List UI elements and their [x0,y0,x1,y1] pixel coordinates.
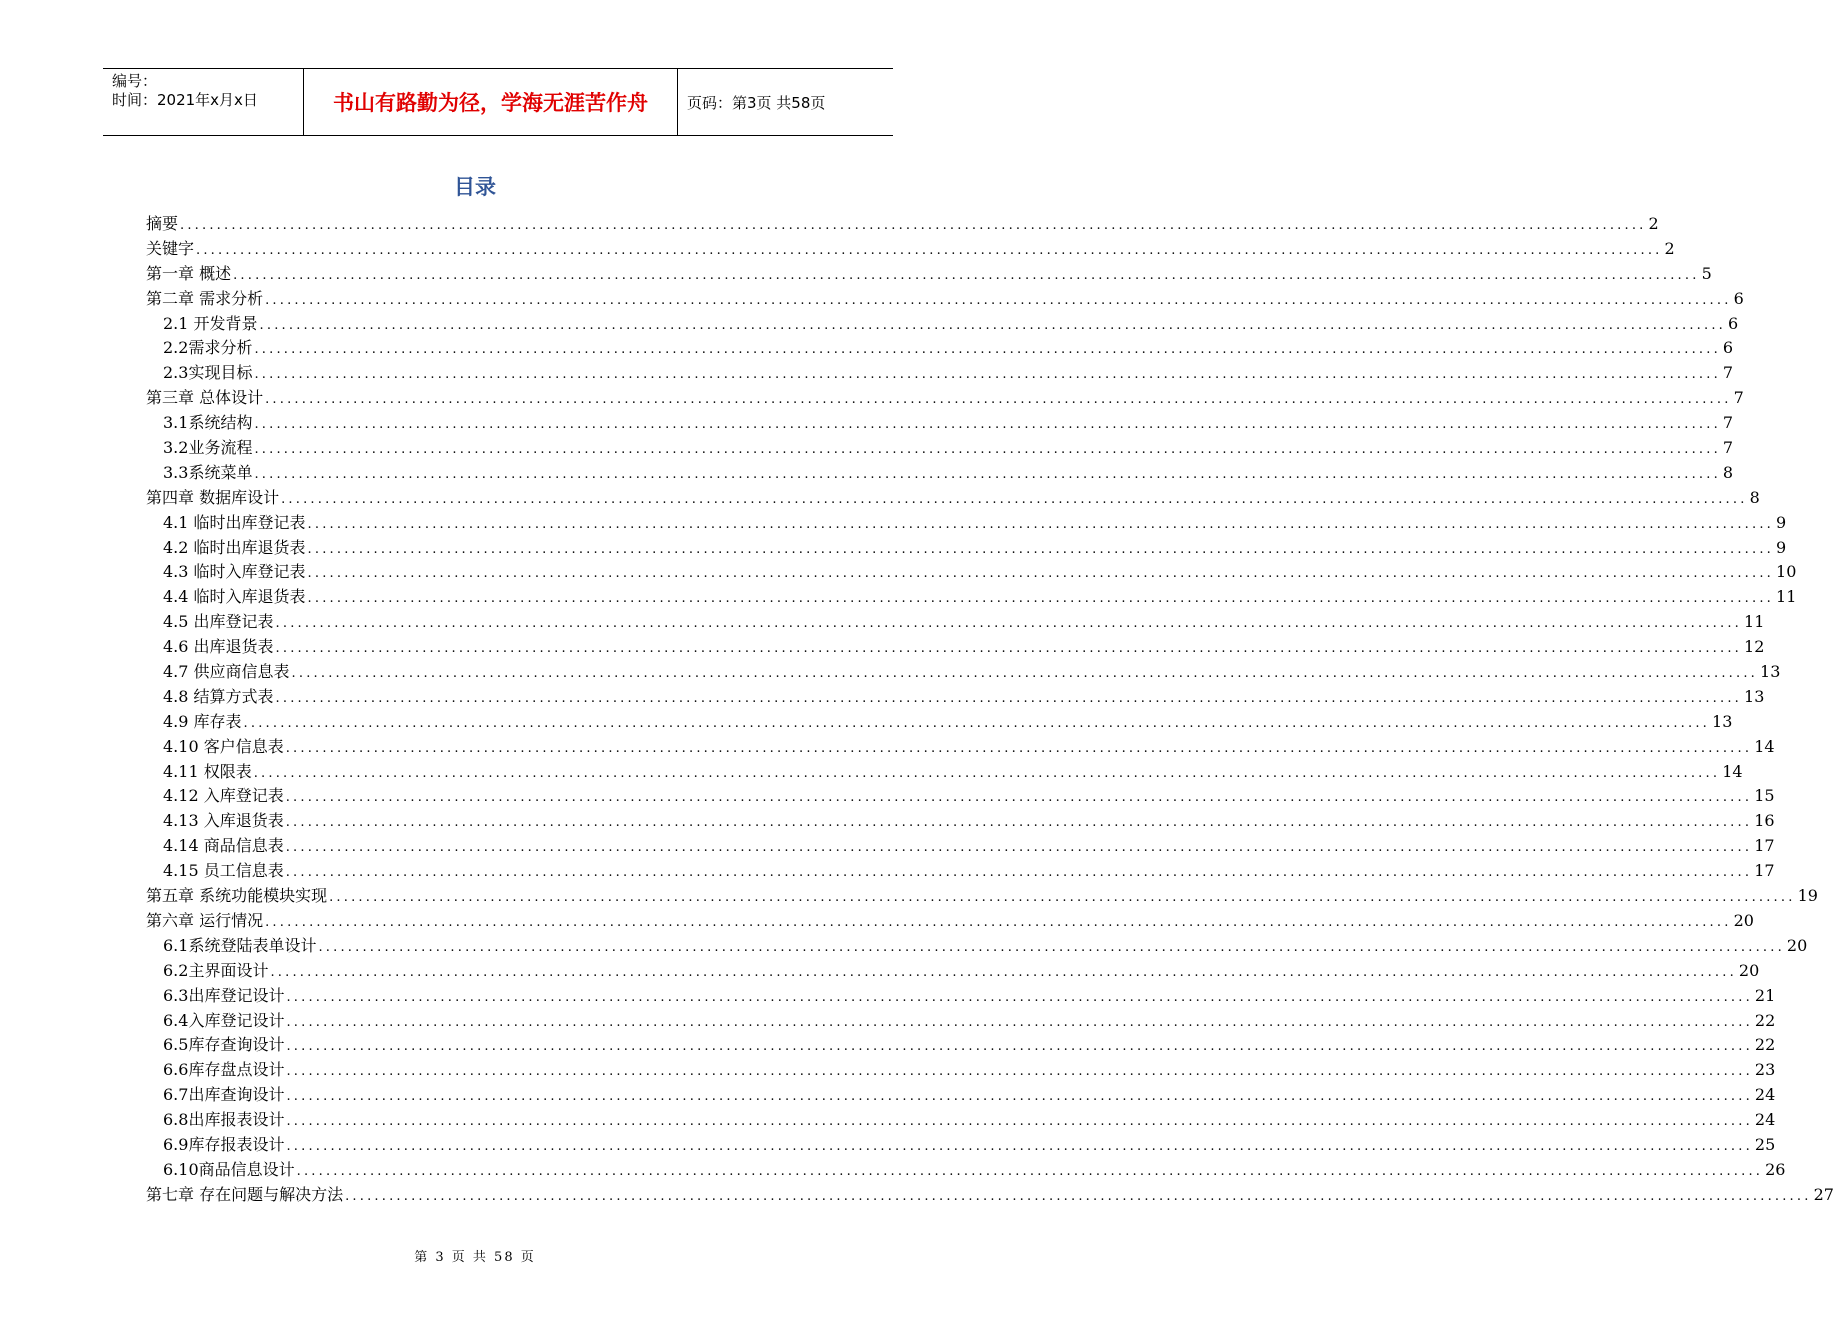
toc-entry[interactable] [146,560,1797,585]
toc-entry[interactable] [146,1009,1776,1034]
toc-entry-page: 13 [1712,711,1733,731]
toc-entry-text: 4.14 商品信息表 [163,836,284,856]
toc-entry-text: 6.10商品信息设计 [163,1159,295,1179]
table-of-contents [146,212,1834,1208]
toc-entry[interactable] [146,336,1734,361]
toc-entry-page: 14 [1754,736,1775,756]
toc-entry-page: 8 [1722,462,1734,482]
toc-entry-text: 第三章 总体设计 [146,388,264,408]
toc-leader-dots: ........................................................................................................................................................................................................ [286,1064,1753,1080]
toc-entry[interactable] [146,1133,1776,1158]
toc-entry[interactable] [146,511,1787,536]
toc-entry-page: 17 [1754,861,1775,881]
toc-entry-text: 4.1 临时出库登记表 [163,512,306,532]
toc-leader-dots: ........................................................................................................................................................................................................ [285,740,1753,756]
toc-entry[interactable] [146,1158,1786,1183]
toc-entry-page: 22 [1754,1035,1776,1055]
toc-leader-dots: ........................................................................................................................................................................................................ [307,591,1775,607]
toc-entry-text: 4.5 出库登记表 [163,612,274,632]
toc-entry[interactable] [146,536,1787,561]
header-page-info: 页码：第3页 共58页 [687,93,826,112]
toc-entry-text: 4.11 权限表 [163,761,252,781]
number-label: 编号： [112,72,158,90]
toc-entry[interactable] [146,262,1712,287]
toc-entry-page: 16 [1754,811,1775,831]
toc-entry[interactable] [146,212,1659,237]
toc-entry-page: 7 [1722,438,1734,458]
toc-entry[interactable] [146,884,1818,909]
toc-entry-page: 8 [1749,487,1760,507]
toc-entry-text: 6.4入库登记设计 [163,1010,285,1030]
toc-entry[interactable] [146,610,1765,635]
toc-entry-text: 6.8出库报表设计 [163,1110,285,1130]
toc-leader-dots: ........................................................................................................................................................................................................ [253,765,1721,781]
toc-entry-page: 13 [1744,686,1765,706]
toc-entry-page: 7 [1733,388,1744,408]
toc-entry[interactable] [146,660,1781,685]
toc-entry-page: 21 [1754,985,1776,1005]
toc-leader-dots: ........................................................................................................................................................................................................ [286,1114,1753,1130]
toc-entry[interactable] [146,784,1775,809]
toc-entry-text: 6.9库存报表设计 [163,1134,285,1154]
toc-entry[interactable] [146,1033,1776,1058]
toc-entry[interactable] [146,859,1775,884]
toc-leader-dots: ........................................................................................................................................................................................................ [318,939,1785,955]
toc-entry-text: 6.6库存盘点设计 [163,1060,285,1080]
toc-leader-dots: ........................................................................................................................................................................................................ [296,1163,1764,1179]
toc-entry[interactable] [146,1058,1776,1083]
toc-leader-dots: ........................................................................................................................................................................................................ [270,964,1737,980]
toc-entry-page: 27 [1813,1184,1834,1204]
toc-entry[interactable] [146,959,1760,984]
toc-entry-text: 4.4 临时入库退货表 [163,587,306,607]
time-label: 时间：2021年x月x日 [112,91,258,109]
toc-entry[interactable] [146,984,1776,1009]
toc-leader-dots: ........................................................................................................................................................................................................ [243,715,1711,731]
toc-entry[interactable] [146,361,1734,386]
toc-entry-text: 4.6 出库退货表 [163,637,274,657]
toc-entry-page: 24 [1754,1110,1776,1130]
toc-entry-text: 4.9 库存表 [163,711,242,731]
toc-leader-dots: ........................................................................................................................................................................................................ [285,840,1753,856]
toc-leader-dots: ........................................................................................................................................................................................................ [265,292,1732,308]
toc-leader-dots: ........................................................................................................................................................................................................ [286,989,1753,1005]
toc-entry-page: 17 [1754,836,1775,856]
toc-entry-text: 4.15 员工信息表 [163,861,284,881]
toc-leader-dots: ........................................................................................................................................................................................................ [259,317,1727,333]
toc-leader-dots: ........................................................................................................................................................................................................ [286,1089,1753,1105]
toc-entry-text: 第一章 概述 [146,263,232,283]
toc-leader-dots: ........................................................................................................................................................................................................ [291,666,1759,682]
toc-entry-page: 10 [1776,562,1797,582]
toc-entry[interactable] [146,436,1734,461]
toc-leader-dots: ........................................................................................................................................................................................................ [281,491,1748,507]
toc-entry-text: 第二章 需求分析 [146,288,264,308]
toc-entry[interactable] [146,760,1743,785]
toc-leader-dots: ........................................................................................................................................................................................................ [265,914,1732,930]
toc-leader-dots: ........................................................................................................................................................................................................ [345,1188,1812,1204]
toc-entry-page: 20 [1733,910,1754,930]
toc-leader-dots: ........................................................................................................................................................................................................ [286,1138,1753,1154]
toc-entry-page: 15 [1754,786,1775,806]
toc-entry-text: 6.3出库登记设计 [163,985,285,1005]
toc-entry-page: 23 [1754,1060,1776,1080]
toc-entry-page: 12 [1744,637,1765,657]
toc-entry-text: 4.10 客户信息表 [163,736,284,756]
toc-leader-dots: ........................................................................................................................................................................................................ [254,442,1721,458]
toc-entry-text: 6.1系统登陆表单设计 [163,935,317,955]
toc-entry[interactable] [146,1183,1834,1208]
toc-entry-text: 4.13 入库退货表 [163,811,284,831]
toc-entry-page: 19 [1797,886,1818,906]
header-info [103,69,304,135]
toc-entry[interactable] [146,237,1675,262]
toc-entry-text: 第七章 存在问题与解决方法 [146,1184,344,1204]
toc-entry-page: 9 [1776,537,1787,557]
toc-entry-text: 3.3系统菜单 [163,462,253,482]
toc-entry[interactable] [146,312,1739,337]
toc-entry[interactable] [146,635,1765,660]
toc-entry-page: 9 [1776,512,1787,532]
toc-entry-text: 第六章 运行情况 [146,910,264,930]
toc-entry-text: 6.5库存查询设计 [163,1035,285,1055]
toc-entry[interactable] [146,486,1760,511]
toc-entry[interactable] [146,934,1808,959]
toc-entry-text: 6.7出库查询设计 [163,1085,285,1105]
toc-leader-dots: ........................................................................................................................................................................................................ [307,516,1775,532]
toc-leader-dots: ........................................................................................................................................................................................................ [196,242,1663,258]
toc-leader-dots: ........................................................................................................................................................................................................ [233,267,1700,283]
toc-entry-text: 摘要 [146,214,179,233]
toc-entry-page: 6 [1733,288,1744,308]
toc-entry-page: 20 [1738,960,1760,980]
toc-entry-page: 5 [1701,263,1712,283]
toc-leader-dots: ........................................................................................................................................................................................................ [285,815,1753,831]
toc-leader-dots: ........................................................................................................................................................................................................ [275,690,1743,706]
toc-entry-text: 4.3 临时入库登记表 [163,562,306,582]
toc-entry-page: 14 [1722,761,1743,781]
toc-entry[interactable] [146,809,1775,834]
toc-entry[interactable] [146,1108,1776,1133]
toc-entry-text: 4.12 入库登记表 [163,786,284,806]
toc-leader-dots: ........................................................................................................................................................................................................ [329,890,1796,906]
toc-entry-page: 13 [1760,662,1781,682]
toc-leader-dots: ........................................................................................................................................................................................................ [285,865,1753,881]
toc-leader-dots: ........................................................................................................................................................................................................ [254,417,1721,433]
toc-entry[interactable] [146,1083,1776,1108]
toc-entry-page: 24 [1754,1085,1776,1105]
toc-entry[interactable] [146,834,1775,859]
toc-entry-text: 2.1 开发背景 [163,313,258,333]
toc-leader-dots: ........................................................................................................................................................................................................ [286,1039,1753,1055]
toc-entry[interactable] [146,411,1734,436]
toc-entry[interactable] [146,386,1744,411]
toc-entry-page: 7 [1722,363,1734,383]
toc-entry-text: 关键字 [146,238,195,258]
toc-leader-dots: ........................................................................................................................................................................................................ [285,790,1753,806]
toc-entry-page: 26 [1765,1159,1786,1179]
toc-entry-page: 7 [1722,413,1734,433]
toc-leader-dots: ........................................................................................................................................................................................................ [254,367,1721,383]
toc-entry-text: 第四章 数据库设计 [146,487,280,507]
toc-entry[interactable] [146,461,1734,486]
toc-entry-page: 6 [1728,313,1739,333]
toc-entry[interactable] [146,685,1765,710]
toc-entry-page: 2 [1664,238,1675,258]
toc-entry[interactable] [146,710,1733,735]
toc-entry-page: 2 [1648,214,1659,233]
page-footer: 第 3 页 共 58 页 [414,1250,536,1265]
toc-entry-text: 第五章 系统功能模块实现 [146,886,328,906]
toc-leader-dots: ........................................................................................................................................................................................................ [254,466,1721,482]
toc-entry-page: 22 [1754,1010,1776,1030]
toc-leader-dots: ........................................................................................................................................................................................................ [275,641,1743,657]
toc-entry[interactable] [146,735,1775,760]
toc-entry-text: 4.7 供应商信息表 [163,662,290,682]
toc-entry-page: 11 [1744,612,1765,632]
toc-entry[interactable] [146,909,1754,934]
toc-leader-dots: ........................................................................................................................................................................................................ [254,342,1721,358]
toc-entry-page: 6 [1722,338,1734,358]
toc-entry-text: 6.2主界面设计 [163,960,269,980]
toc-leader-dots: ........................................................................................................................................................................................................ [265,392,1732,408]
toc-entry-text: 3.2业务流程 [163,438,253,458]
toc-entry-text: 4.8 结算方式表 [163,686,274,706]
toc-leader-dots: ........................................................................................................................................................................................................ [286,1014,1753,1030]
toc-leader-dots: ........................................................................................................................................................................................................ [275,616,1743,632]
toc-entry-text: 4.2 临时出库退货表 [163,537,306,557]
toc-leader-dots: ........................................................................................................................................................................................................ [180,218,1647,233]
page-header [103,68,893,136]
toc-entry-page: 11 [1776,587,1797,607]
toc-entry[interactable] [146,585,1797,610]
toc-entry-text: 3.1系统结构 [163,413,253,433]
toc-leader-dots: ........................................................................................................................................................................................................ [307,541,1775,557]
toc-leader-dots: ........................................................................................................................................................................................................ [307,566,1775,582]
toc-entry-page: 20 [1786,935,1808,955]
toc-entry-text: 2.3实现目标 [163,363,253,383]
toc-entry[interactable] [146,287,1744,312]
header-motto: 书山有路勤为径，学海无涯苦作舟 [304,69,678,135]
toc-entry-page: 25 [1754,1134,1776,1154]
toc-entry-text: 2.2需求分析 [163,338,253,358]
toc-title: 目录 [454,175,496,199]
